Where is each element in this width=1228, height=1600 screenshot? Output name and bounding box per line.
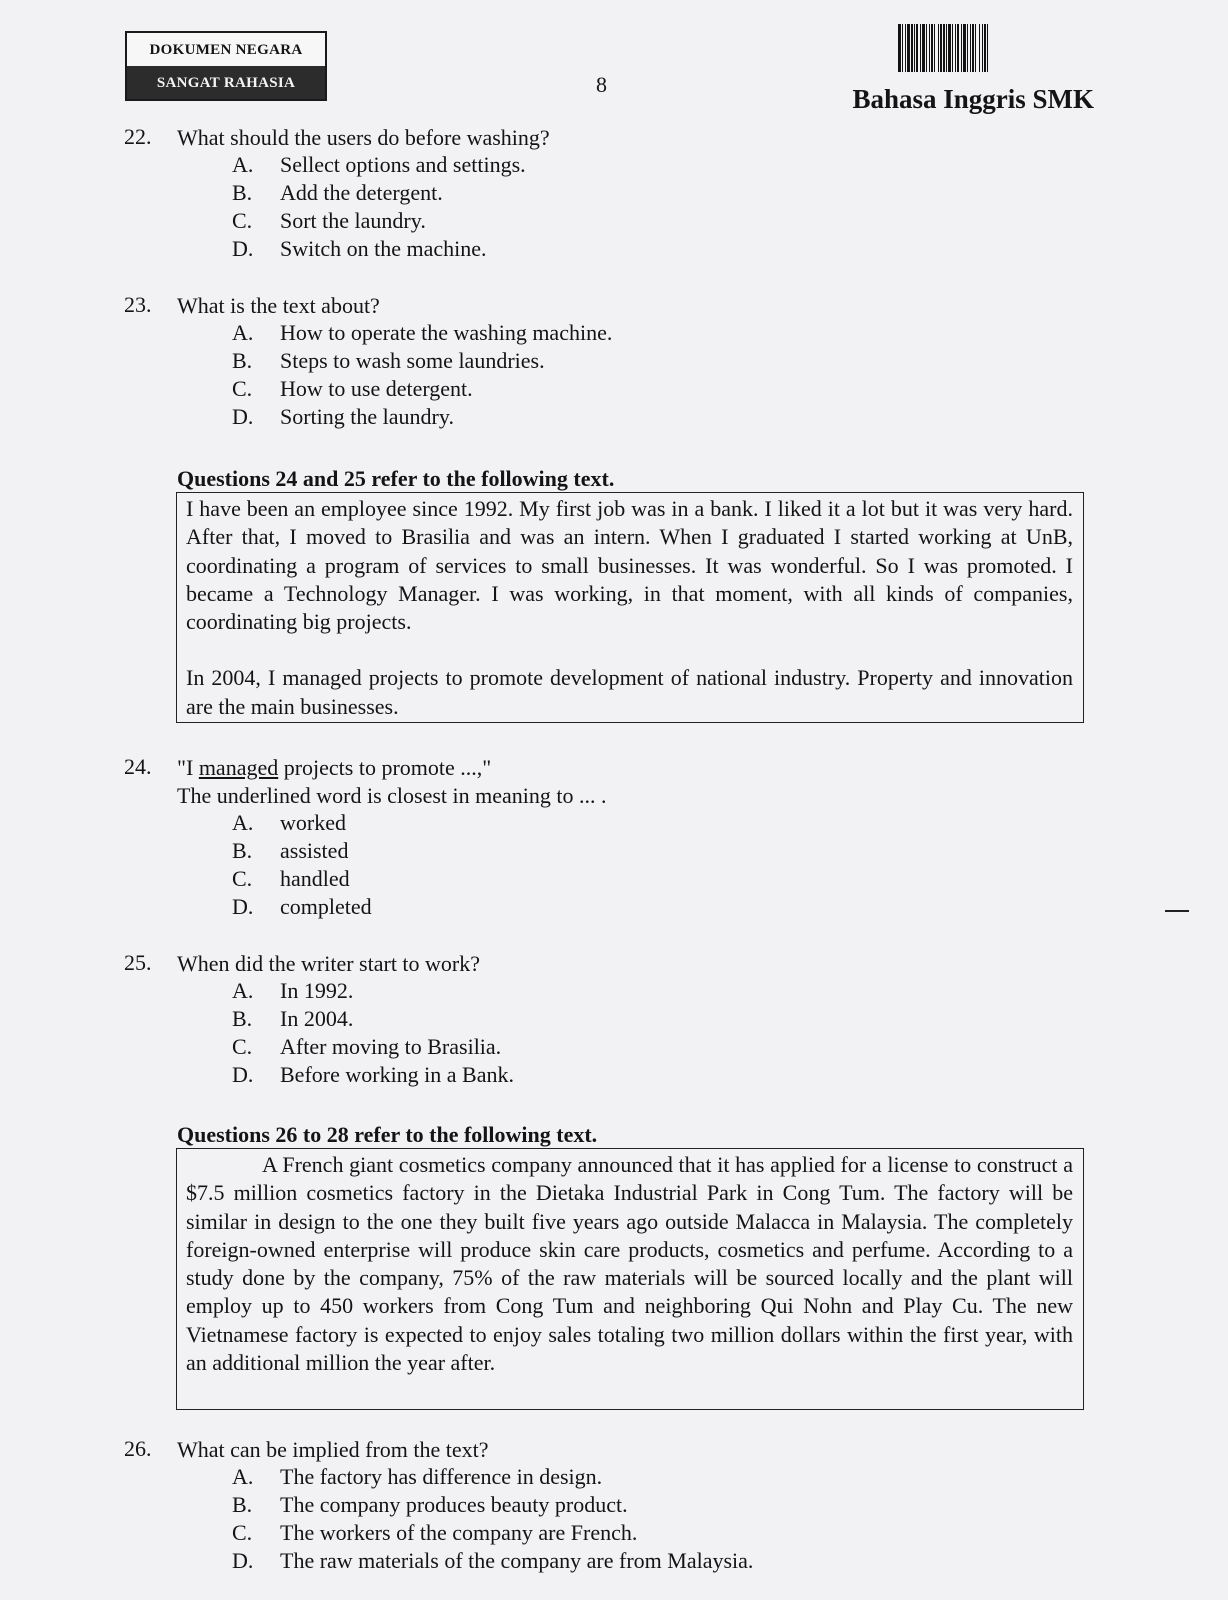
option-text: After moving to Brasilia.: [280, 1034, 502, 1059]
option-letter: A.: [232, 978, 254, 1003]
option-text: The company produces beauty product.: [280, 1492, 628, 1517]
quote-close: projects to promote ...,": [278, 755, 492, 780]
question-24-number: 24.: [124, 754, 152, 779]
option-letter: A.: [232, 320, 254, 345]
question-26-stem: What can be implied from the text?: [177, 1437, 489, 1462]
passage-2-heading: Questions 26 to 28 refer to the following text.: [177, 1122, 598, 1147]
option-letter: C.: [232, 866, 253, 891]
option-text: In 1992.: [280, 978, 354, 1003]
passage-1-paragraph-1: I have been an employee since 1992. My first job was in a bank. I liked it a lot but it was very hard. After that, I moved to Brasilia and was an intern. When I graduated I started working at UnB, coordinating a program of services to small businesses. It was wonderful. So I was promoted. I became a Technology Manager. I was working, in that moment, with all kinds of companies, coordinating big projects.: [186, 496, 1073, 635]
subject-title: Bahasa Inggris SMK: [852, 84, 1094, 114]
option-letter: D.: [232, 894, 254, 919]
barcode-icon: [898, 24, 1094, 72]
option-text: In 2004.: [280, 1006, 354, 1031]
passage-1-heading: Questions 24 and 25 refer to the following text.: [177, 466, 615, 491]
stamp-sangat-rahasia: SANGAT RAHASIA: [127, 66, 325, 99]
barcode-bar: [988, 24, 991, 72]
question-22-number: 22.: [124, 124, 152, 149]
page-number: 8: [596, 72, 607, 97]
option-text: How to operate the washing machine.: [280, 320, 613, 345]
question-26-number: 26.: [124, 1436, 152, 1461]
question-24-quote: [177, 754, 491, 783]
option-letter: B.: [232, 838, 253, 863]
option-letter: C.: [232, 376, 253, 401]
question-25-number: 25.: [124, 950, 152, 975]
passage-1-box: [176, 492, 1084, 723]
quote-open: "I: [177, 755, 199, 780]
question-23-stem: What is the text about?: [177, 293, 380, 318]
passage-2-box: [176, 1148, 1084, 1410]
option-text: worked: [280, 810, 346, 835]
option-text: Switch on the machine.: [280, 236, 487, 261]
option-letter: B.: [232, 1492, 253, 1517]
option-letter: D.: [232, 404, 254, 429]
option-text: The raw materials of the company are from Malaysia.: [280, 1548, 754, 1573]
option-text: Before working in a Bank.: [280, 1062, 514, 1087]
option-letter: A.: [232, 152, 254, 177]
classification-stamp: [125, 31, 327, 101]
question-23-number: 23.: [124, 292, 152, 317]
option-text: The factory has difference in design.: [280, 1464, 603, 1489]
option-letter: B.: [232, 348, 253, 373]
passage-1-paragraph-2: In 2004, I managed projects to promote development of national industry. Property and innovation are the main businesses.: [186, 665, 1073, 719]
underlined-word: managed: [198, 755, 279, 780]
question-24-stem: The underlined word is closest in meaning to ... .: [177, 783, 607, 808]
passage-2-paragraph: A French giant cosmetics company announced that it has applied for a license to construct a $7.5 million cosmetics factory in the Dietaka Industrial Park in Cong Tum. The factory will be similar in design to the one they built five years ago outside Malacca in Malaysia. The completely foreign-owned enterprise will produce skin care products, cosmetics and perfume. According to a study done by the company, 75% of the raw materials will be sourced locally and the plant will employ up to 450 workers from Cong Tum and neighboring Qui Nohn and Play Cu. The new Vietnamese factory is expected to enjoy sales totaling two million dollars within the first year, with an additional million the year after.: [186, 1152, 1073, 1376]
stamp-dokumen-negara: DOKUMEN NEGARA: [127, 33, 325, 66]
question-25-stem: When did the writer start to work?: [177, 951, 481, 976]
question-22-stem: What should the users do before washing?: [177, 125, 550, 150]
option-letter: D.: [232, 1062, 254, 1087]
option-letter: A.: [232, 1464, 254, 1489]
option-text: Add the detergent.: [280, 180, 443, 205]
option-text: Sorting the laundry.: [280, 404, 454, 429]
option-letter: C.: [232, 1520, 253, 1545]
option-text: Sellect options and settings.: [280, 152, 526, 177]
margin-dash: [1165, 910, 1189, 912]
option-text: assisted: [280, 838, 349, 863]
option-letter: D.: [232, 236, 254, 261]
option-letter: D.: [232, 1548, 254, 1573]
option-text: completed: [280, 894, 372, 919]
option-text: How to use detergent.: [280, 376, 473, 401]
option-text: Steps to wash some laundries.: [280, 348, 545, 373]
option-letter: C.: [232, 1034, 253, 1059]
option-letter: B.: [232, 1006, 253, 1031]
option-text: handled: [280, 866, 350, 891]
option-text: The workers of the company are French.: [280, 1520, 638, 1545]
option-letter: B.: [232, 180, 253, 205]
option-letter: A.: [232, 810, 254, 835]
option-text: Sort the laundry.: [280, 208, 426, 233]
option-letter: C.: [232, 208, 253, 233]
